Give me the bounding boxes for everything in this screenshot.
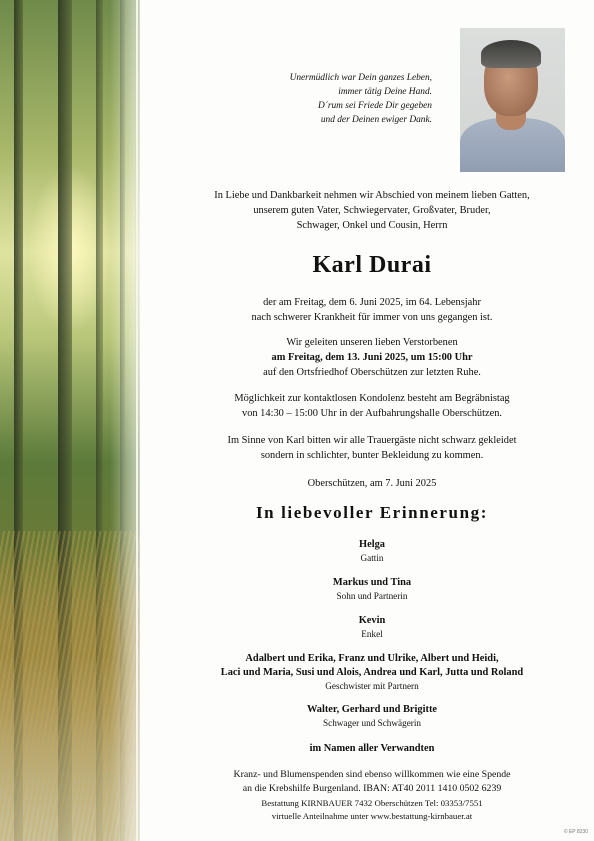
family-member: Markus und Tina Sohn und Partnerin: [332, 577, 412, 601]
family-member: Walter, Gerhard und Brigitte Schwager und Schwägerin: [306, 704, 438, 728]
memory-heading: In liebevoller Erinnerung:: [255, 503, 489, 522]
dress-request: Im Sinne von Karl bitten wir alle Trauergäste nicht schwarz gekleidet sondern in schlichter, bunter Bekleidung zu kommen.: [227, 435, 517, 461]
poem-line: Unermüdlich war Dein ganzes Leben,: [289, 73, 432, 83]
death-notice: der am Freitag, dem 6. Juni 2025, im 64. Lebensjahr nach schwerer Krankheit für immer von uns gegangen ist.: [251, 297, 493, 323]
main-text: [150, 0, 594, 841]
intro-text: In Liebe und Dankbarkeit nehmen wir Abschied von meinem lieben Gatten, unserem guten Vater, Schwiegervater, Großvater, Bruder, Schwager, Onkel und Cousin, Herrn: [214, 190, 530, 231]
poem-line: und der Deinen ewiger Dank.: [320, 115, 432, 125]
poem-line: D´rum sei Friede Dir gegeben: [317, 101, 432, 111]
donation-info: Kranz- und Blumenspenden sind ebenso willkommen wie eine Spende an die Krebshilfe Burgenland. IBAN: AT40 2011 1410 0502 6239: [233, 769, 511, 794]
relatives-line: im Namen aller Verwandten: [309, 743, 435, 754]
family-member: Adalbert und Erika, Franz und Ulrike, Albert und Heidi, Laci und Maria, Susi und Alois, Andrea und Karl, Jutta und Roland Geschwister mit Partnern: [220, 653, 524, 691]
condolence-info: Möglichkeit zur kontaktlosen Kondolenz besteht am Begräbnistag von 14:30 – 15:00 Uhr in der Aufbahrungshalle Oberschützen.: [234, 393, 510, 419]
family-member: Kevin Enkel: [358, 615, 386, 639]
funeral-info: Wir geleiten unseren lieben Verstorbenen am Freitag, dem 13. Juni 2025, um 15:00 Uhr auf den Ortsfriedhof Oberschützen zur letzten Ruhe.: [263, 337, 481, 378]
family-member: Helga Gattin: [359, 539, 385, 563]
web-link[interactable]: virtuelle Anteilnahme unter www.bestattung-kirnbauer.at: [271, 811, 473, 821]
document-code: © EP 8230: [563, 829, 588, 835]
undertaker-info: Bestattung KIRNBAUER 7432 Oberschützen Tel: 03353/7551 virtuelle Anteilnahme unter www.bestattung-kirnbauer.at: [150, 797, 594, 823]
divider: [136, 0, 138, 841]
deceased-name: Karl Durai: [312, 252, 432, 278]
poem-line: immer tätig Deine Hand.: [338, 87, 432, 97]
place-date: Oberschützen, am 7. Juni 2025: [307, 478, 437, 489]
